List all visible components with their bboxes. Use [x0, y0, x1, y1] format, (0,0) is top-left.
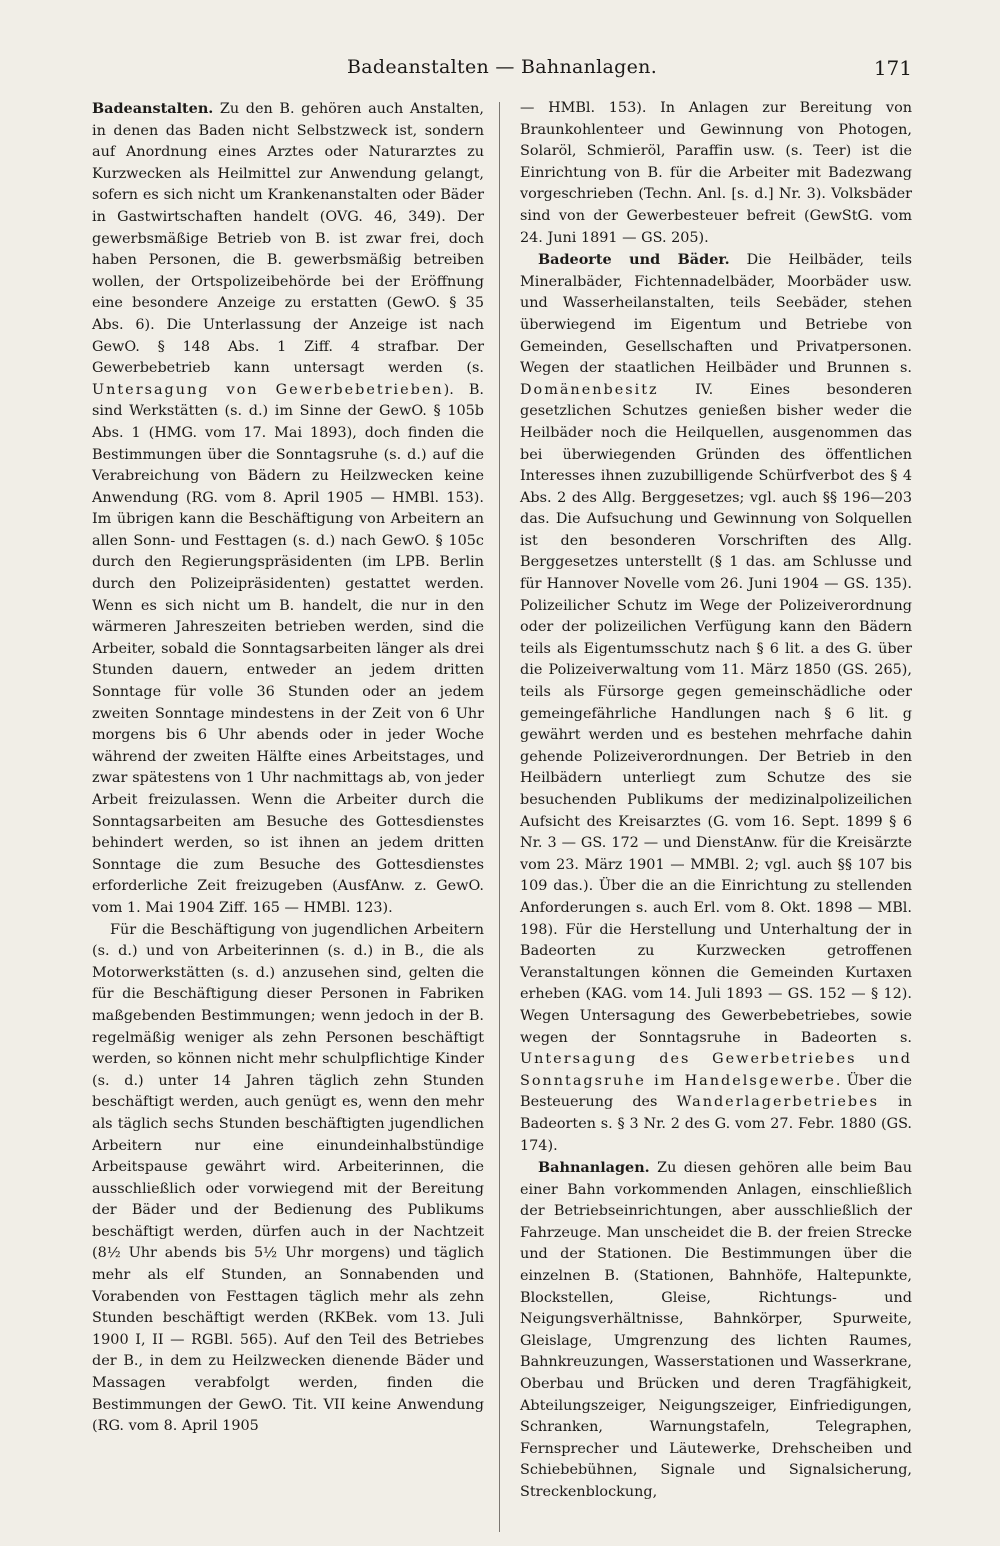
body-text: in Badeorten s. § 3 Nr. 2 des G. vom 27. Febr. 1880 (GS. 174). [520, 1094, 913, 1154]
cross-reference: Domänenbesitz [520, 381, 659, 398]
paragraph-continuation: — HMBl. 153). In Anlagen zur Bereitung von Braunkohlenteer und Gewinnung von Photogen, Solaröl, Schmieröl, Paraffin usw. (s. Teer) ist die Einrichtung von B. für die Arbeiter mit Badezwang vorgeschrieben (Techn. Anl. [s. d.] Nr. 3). Volksbäder sind von der Gewerbesteuer befreit (GewStG. vom 24. Juni 1891 — GS. 205). [520, 100, 912, 246]
right-column [520, 98, 912, 1504]
page-number: 171 [873, 56, 912, 80]
text-columns [92, 98, 912, 1504]
cross-reference: Untersagung von Gewerbebetrieben [92, 381, 444, 398]
running-title: Badeanstalten — Bahnanlagen. [346, 56, 658, 78]
body-text: Zu den B. gehören auch Anstalten, in denen das Baden nicht Selbstzweck ist, sondern auf Anordnung eines Arztes oder Naturarztes zu Kurzwecken als Heilmittel zur Anwendung gelangt, sofern es sich nicht um Krankenanstalten oder Bäder in Gastwirtschaften handelt (OVG. 46, 349). Der gewerbsmäßige Betrieb von B. ist zwar frei, doch haben Personen, die B. gewerbsmäßig betreiben wollen, der Ortspolizeibehörde bei der Eröffnung eine besondere Anzeige zu erstatten (GewO. § 35 Abs. 6). Die Unterlassung der Anzeige ist nach GewO. § 148 Abs. 1 Ziff. 4 strafbar. Der Gewerbebetrieb kann untersagt werden (s. [92, 101, 484, 377]
lemma-badeanstalten: Badeanstalten. [92, 100, 214, 117]
left-column [92, 98, 484, 1504]
entry-badeorte [520, 249, 912, 1157]
cross-reference: Wanderlagerbetriebes [676, 1094, 879, 1111]
body-text: ). B. sind Werkstätten (s. d.) im Sinne der GewO. § 105b Abs. 1 (HMG. vom 17. Mai 1893), doch finden die Bestimmungen über die Sonntagsruhe (s. d.) auf die Verabreichung von Bädern zu Heilzwecken keine Anwendung (RG. vom 8. April 1905 — HMBl. 153). Im übrigen kann die Beschäftigung von Arbeitern an allen Sonn- und Festtagen (s. d.) nach GewO. § 105c durch den Regierungspräsidenten (im LPB. Berlin durch den Polizeipräsidenten) gestattet werden. Wenn es sich nicht um B. handelt, die nur in den wärmeren Jahreszeiten betrieben werden, sind die Arbeiter, sobald die Sonntagsarbeiten länger als drei Stunden dauern, entweder an jedem dritten Sonntage für volle 36 Stunden oder an jedem zweiten Sonntage mindestens in der Zeit von 6 Uhr morgens bis 6 Uhr abends oder in jeder Woche während der zweiten Hälfte eines Arbeitstages, und zwar spätestens von 1 Uhr nachmittags ab, von jeder Arbeit freizulassen. Wenn die Arbeiter durch die Sonntagsarbeiten am Besuche des Gottesdienstes behindert werden, so ist ihnen an jedem dritten Sonntage die zum Besuche des Gottesdienstes erforderliche Zeit freizugeben (AusfAnw. z. GewO. vom 1. Mai 1904 Ziff. 165 — HMBl. 123). [92, 381, 484, 916]
entry-bahnanlagen [520, 1157, 912, 1504]
lemma-badeorte: Badeorte und Bäder. [538, 251, 730, 269]
body-text: . Über die Besteuerung des [520, 1072, 912, 1111]
body-text: Die Heilbäder, teils Mineralbäder, Fichtennadelbäder, Moorbäder usw. und Wasserheilanstalten, teils Seebäder, stehen überwiegend im Eigentum und Betriebe von Gemeinden, Gesellschaften und Privatpersonen. Wegen der staatlichen Heilbäder und Brunnen s. [520, 252, 912, 377]
column-divider [499, 102, 500, 1532]
body-text: Zu diesen gehören alle beim Bau einer Bahn vorkommenden Anlagen, einschließlich der Betriebseinrichtungen, aber ausschließlich der Fahrzeuge. Man unscheidet die B. der freien Strecke und der Stationen. Die Bestimmungen über die einzelnen B. (Stationen, Bahnhöfe, Haltepunkte, Blockstellen, Gleise, Richtungs- und Neigungsverhältnisse, Bahnkörper, Spurweite, Gleislage, Umgrenzung des lichten Raumes, Bahnkreuzungen, Wasserstationen und Wasserkrane, Oberbau und Brücken und deren Tragfähigkeit, Abteilungszeiger, Neigungszeiger, Einfriedigungen, Schranken, Warnungstafeln, Telegraphen, Fernsprecher und Läutewerke, Drehscheiben und Schiebebühnen, Signale und Signalsicherung, Streckenblockung, [520, 1160, 912, 1500]
lemma-bahnanlagen: Bahnanlagen. [538, 1159, 650, 1177]
entry-badeanstalten [92, 98, 484, 920]
paragraph-jugendliche-arbeiter: Für die Beschäftigung von jugendlichen Arbeitern (s. d.) und von Arbeiterinnen (s. d.) in B., die als Motorwerkstätten (s. d.) anzusehen sind, gelten die für die Beschäftigung dieser Personen in Fabriken maßgebenden Bestimmungen; wenn jedoch in der B. regelmäßig weniger als zehn Personen beschäftigt werden, so können nicht mehr schulpflichtige Kinder (s. d.) unter 14 Jahren täglich zehn Stunden beschäftigt werden, auch genügt es, wenn den mehr als täglich sechs Stunden beschäftigten jugendlichen Arbeitern nur eine einundeinhalbstündige Arbeitspause gewährt wird. Arbeiterinnen, die ausschließlich oder vorwiegend mit der Bereitung der Bäder und der Bedienung des Publikums beschäftigt werden, dürfen auch in der Nachtzeit (8½ Uhr abends bis 5½ Uhr morgens) und täglich mehr als elf Stunden, an Sonnabenden und Vorabenden von Festtagen täglich mehr als zehn Stunden beschäftigt werden (RKBek. vom 13. Juli 1900 I, II — RGBl. 565). Auf den Teil des Betriebes der B., in dem zu Heilzwecken dienende Bäder und Massagen verabfolgt werden, finden die Bestimmungen der GewO. Tit. VII keine Anwendung (RG. vom 8. April 1905 [92, 921, 484, 1435]
cross-reference: Untersagung des Gewerbetriebes und Sonntagsruhe im Handelsgewerbe [520, 1051, 912, 1089]
body-text: IV. Eines besonderen gesetzlichen Schutzes genießen bisher weder die Heilbäder noch die Heilquellen, ausgenommen das bei überwiegenden Gründen des öffentlichen Interesses ihnen zuzubilligende Schürfverbot des § 4 Abs. 2 des Allg. Berggesetzes; vgl. auch §§ 196—203 das. Die Aufsuchung und Gewinnung von Solquellen ist den besonderen Vorschriften des Allg. Berggesetzes unterstellt (§ 1 das. am Schlusse und für Hannover Novelle vom 26. Juni 1904 — GS. 135). Polizeilicher Schutz im Wege der Polizeiverordnung oder der polizeilichen Verfügung kann den Bädern teils als Eigentumsschutz nach § 6 lit. a des G. über die Polizeiverwaltung vom 11. März 1850 (GS. 265), teils als Fürsorge gegen gemeinschädliche oder gemeingefährliche Handlungen nach § 6 lit. g gewährt werden und es bestehen mehrfache dahin gehende Polizeiverordnungen. Der Betrieb in den Heilbädern unterliegt zum Schutze des sie besuchenden Publikums der medizinalpolizeilichen Aufsicht des Kreisarztes (G. vom 16. Sept. 1899 § 6 Nr. 3 — GS. 172 — und DienstAnw. für die Kreisärzte vom 23. März 1901 — MMBl. 2; vgl. auch §§ 107 bis 109 das.). Über die an die Einrichtung zu stellenden Anforderungen s. auch Erl. vom 8. Okt. 1898 — MBl. 198). Für die Herstellung und Unterhaltung der in Badeorten zu Kurzwecken getroffenen Veranstaltungen können die Gemeinden Kurtaxen erheben (KAG. vom 14. Juli 1893 — GS. 152 — § 12). Wegen Untersagung des Gewerbebetriebes, sowie wegen der Sonntagsruhe in Badeorten s. [520, 381, 912, 1046]
page-header [92, 56, 912, 98]
